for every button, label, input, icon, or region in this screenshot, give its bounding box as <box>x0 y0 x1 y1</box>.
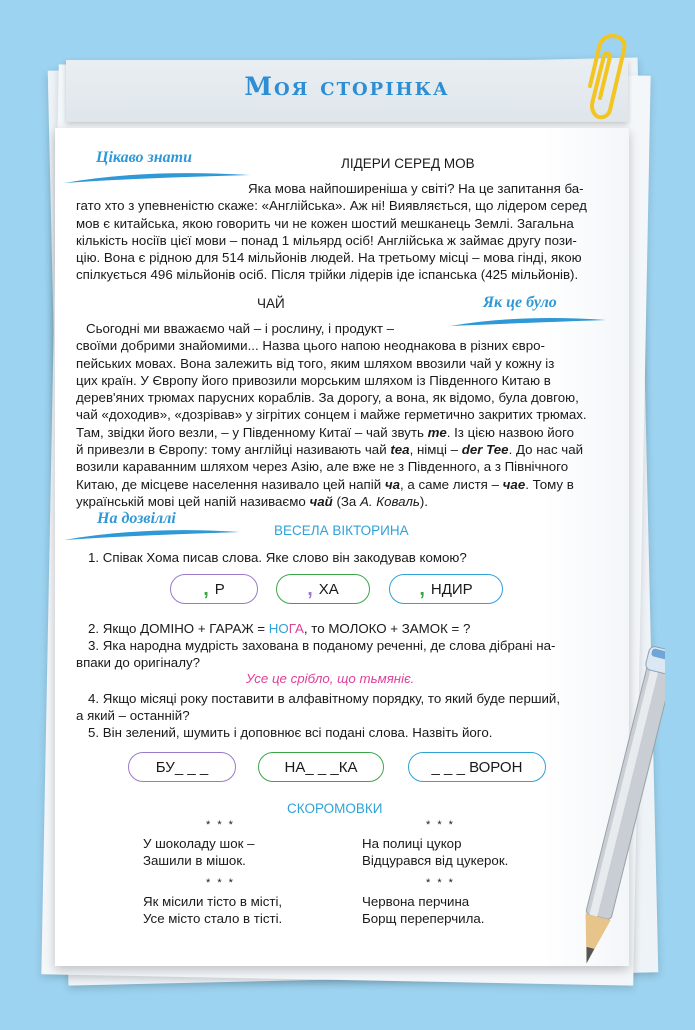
text-line: цію. Вона є рідною для 514 мільйонів людей. На третьому місці – мова гінді, якою <box>76 250 582 266</box>
text-line: чай «доходив», «дозрівав» у зігрітих сонцем і майже герметично закритих трюмах. <box>76 407 587 423</box>
paragraph-tea <box>76 320 608 510</box>
text-line: Яка мова найпоширеніша у світі? На це запитання ба- <box>248 181 584 196</box>
pencil-icon <box>585 630 665 980</box>
text-line: й привезли в Європу: тому англійці називають чай tea, німці – der Tee. До нас чай <box>76 442 584 458</box>
text-line: дерев'яних трюмах парусних кораблів. За дорогу, а вона, як відомо, була довгою, <box>76 390 579 406</box>
text-line: спілкується 496 мільйонів осіб. Після трійки лідерів іде іспанська (425 мільйонів). <box>76 267 579 283</box>
question-1: 1. Співак Хома писав слова. Яке слово він закодував комою? <box>88 550 467 565</box>
heading-tea: ЧАЙ <box>257 296 285 311</box>
word-box-3: _ _ _ ВОРОН <box>408 752 546 782</box>
heading-quiz: ВЕСЕЛА ВІКТОРИНА <box>274 523 409 538</box>
text-line: возили караванним шляхом через Азію, але вже не з Південного, а з Північного <box>76 459 569 475</box>
poem-2: На полиці цукор Відцурався від цукерок. <box>362 836 509 868</box>
stars-divider: * * * <box>426 819 455 831</box>
quiz-box-2: , ХА <box>276 574 370 604</box>
stars-divider: * * * <box>426 877 455 889</box>
text-line: гато хто з упевненістю скаже: «Англійська». Аж ні! Виявляється, що лідером серед <box>76 198 587 214</box>
poem-1: У шоколаду шок – Зашили в мішок. <box>143 836 255 868</box>
text-line: своїми добрими знайомими... Назва цього напою неоднакова в різних євро- <box>76 338 545 354</box>
stars-divider: * * * <box>206 877 235 889</box>
section-tag-history: Як це було <box>483 294 557 311</box>
text-line: Сьогодні ми вважаємо чай – і рослину, і продукт – <box>86 321 395 336</box>
stars-divider: * * * <box>206 819 235 831</box>
question-3-sentence: Усе це срібло, що тьмяніє. <box>246 671 415 686</box>
text-line: пейських мовах. Вона залежить від того, яким шляхом ввозили чай у кожну із <box>76 355 555 371</box>
question-4: 4. Якщо місяці року поставити в алфавітному порядку, то який буде перший, а який – останній? <box>76 691 561 724</box>
text-line: Китаю, де місцеве населення називало цей напій ча, а саме листя – чае. Тому в <box>76 476 574 492</box>
poem-3: Як місили тісто в місті, Усе місто стало в тісті. <box>143 894 283 926</box>
word-box-2: НА_ _ _КА <box>258 752 384 782</box>
word-box-1: БУ_ _ _ <box>128 752 236 782</box>
text-line: цих країн. У Європу його привозили морським шляхом із Південного Китаю в <box>76 372 551 388</box>
poem-4: Червона перчина Борщ переперчила. <box>362 894 485 926</box>
text-line: Там, звідки його везли, – у Південному Китаї – чай звуть те. Із цією назвою його <box>76 424 575 440</box>
text-line: українській мові цей напій називаємо чай (За А. Коваль). <box>76 493 428 509</box>
question-2: 2. Якщо ДОМІНО + ГАРАЖ = НОГА, то МОЛОКО + ЗАМОК = ? <box>88 621 471 636</box>
text-line: мов є китайська, якою говорить чи не кожен шостий мешканець Землі. Загальна <box>76 215 574 231</box>
text-line: кількість носіїв цієї мови – понад 1 мільярд осіб! Англійська ж займає другу пози- <box>76 232 577 248</box>
swoosh-decoration <box>62 524 242 544</box>
question-5: 5. Він зелений, шумить і доповнює всі подані слова. Назвіть його. <box>88 725 493 740</box>
quiz-box-3: , НДИР <box>389 574 503 604</box>
heading-tongue-twisters: СКОРОМОВКИ <box>287 801 383 816</box>
section-tag-interesting: Цікаво знати <box>96 149 193 166</box>
section-tag-leisure: На дозвіллі <box>97 510 176 527</box>
heading-languages: ЛІДЕРИ СЕРЕД МОВ <box>341 156 475 171</box>
paragraph-languages <box>76 180 608 284</box>
quiz-box-1: , Р <box>170 574 258 604</box>
paperclip-icon <box>582 28 632 123</box>
page-title: Моя сторінка <box>244 72 450 101</box>
question-3: 3. Яка народна мудрість захована в поданому реченні, де слова дібрані на- впаки до оригіналу? <box>76 638 556 671</box>
